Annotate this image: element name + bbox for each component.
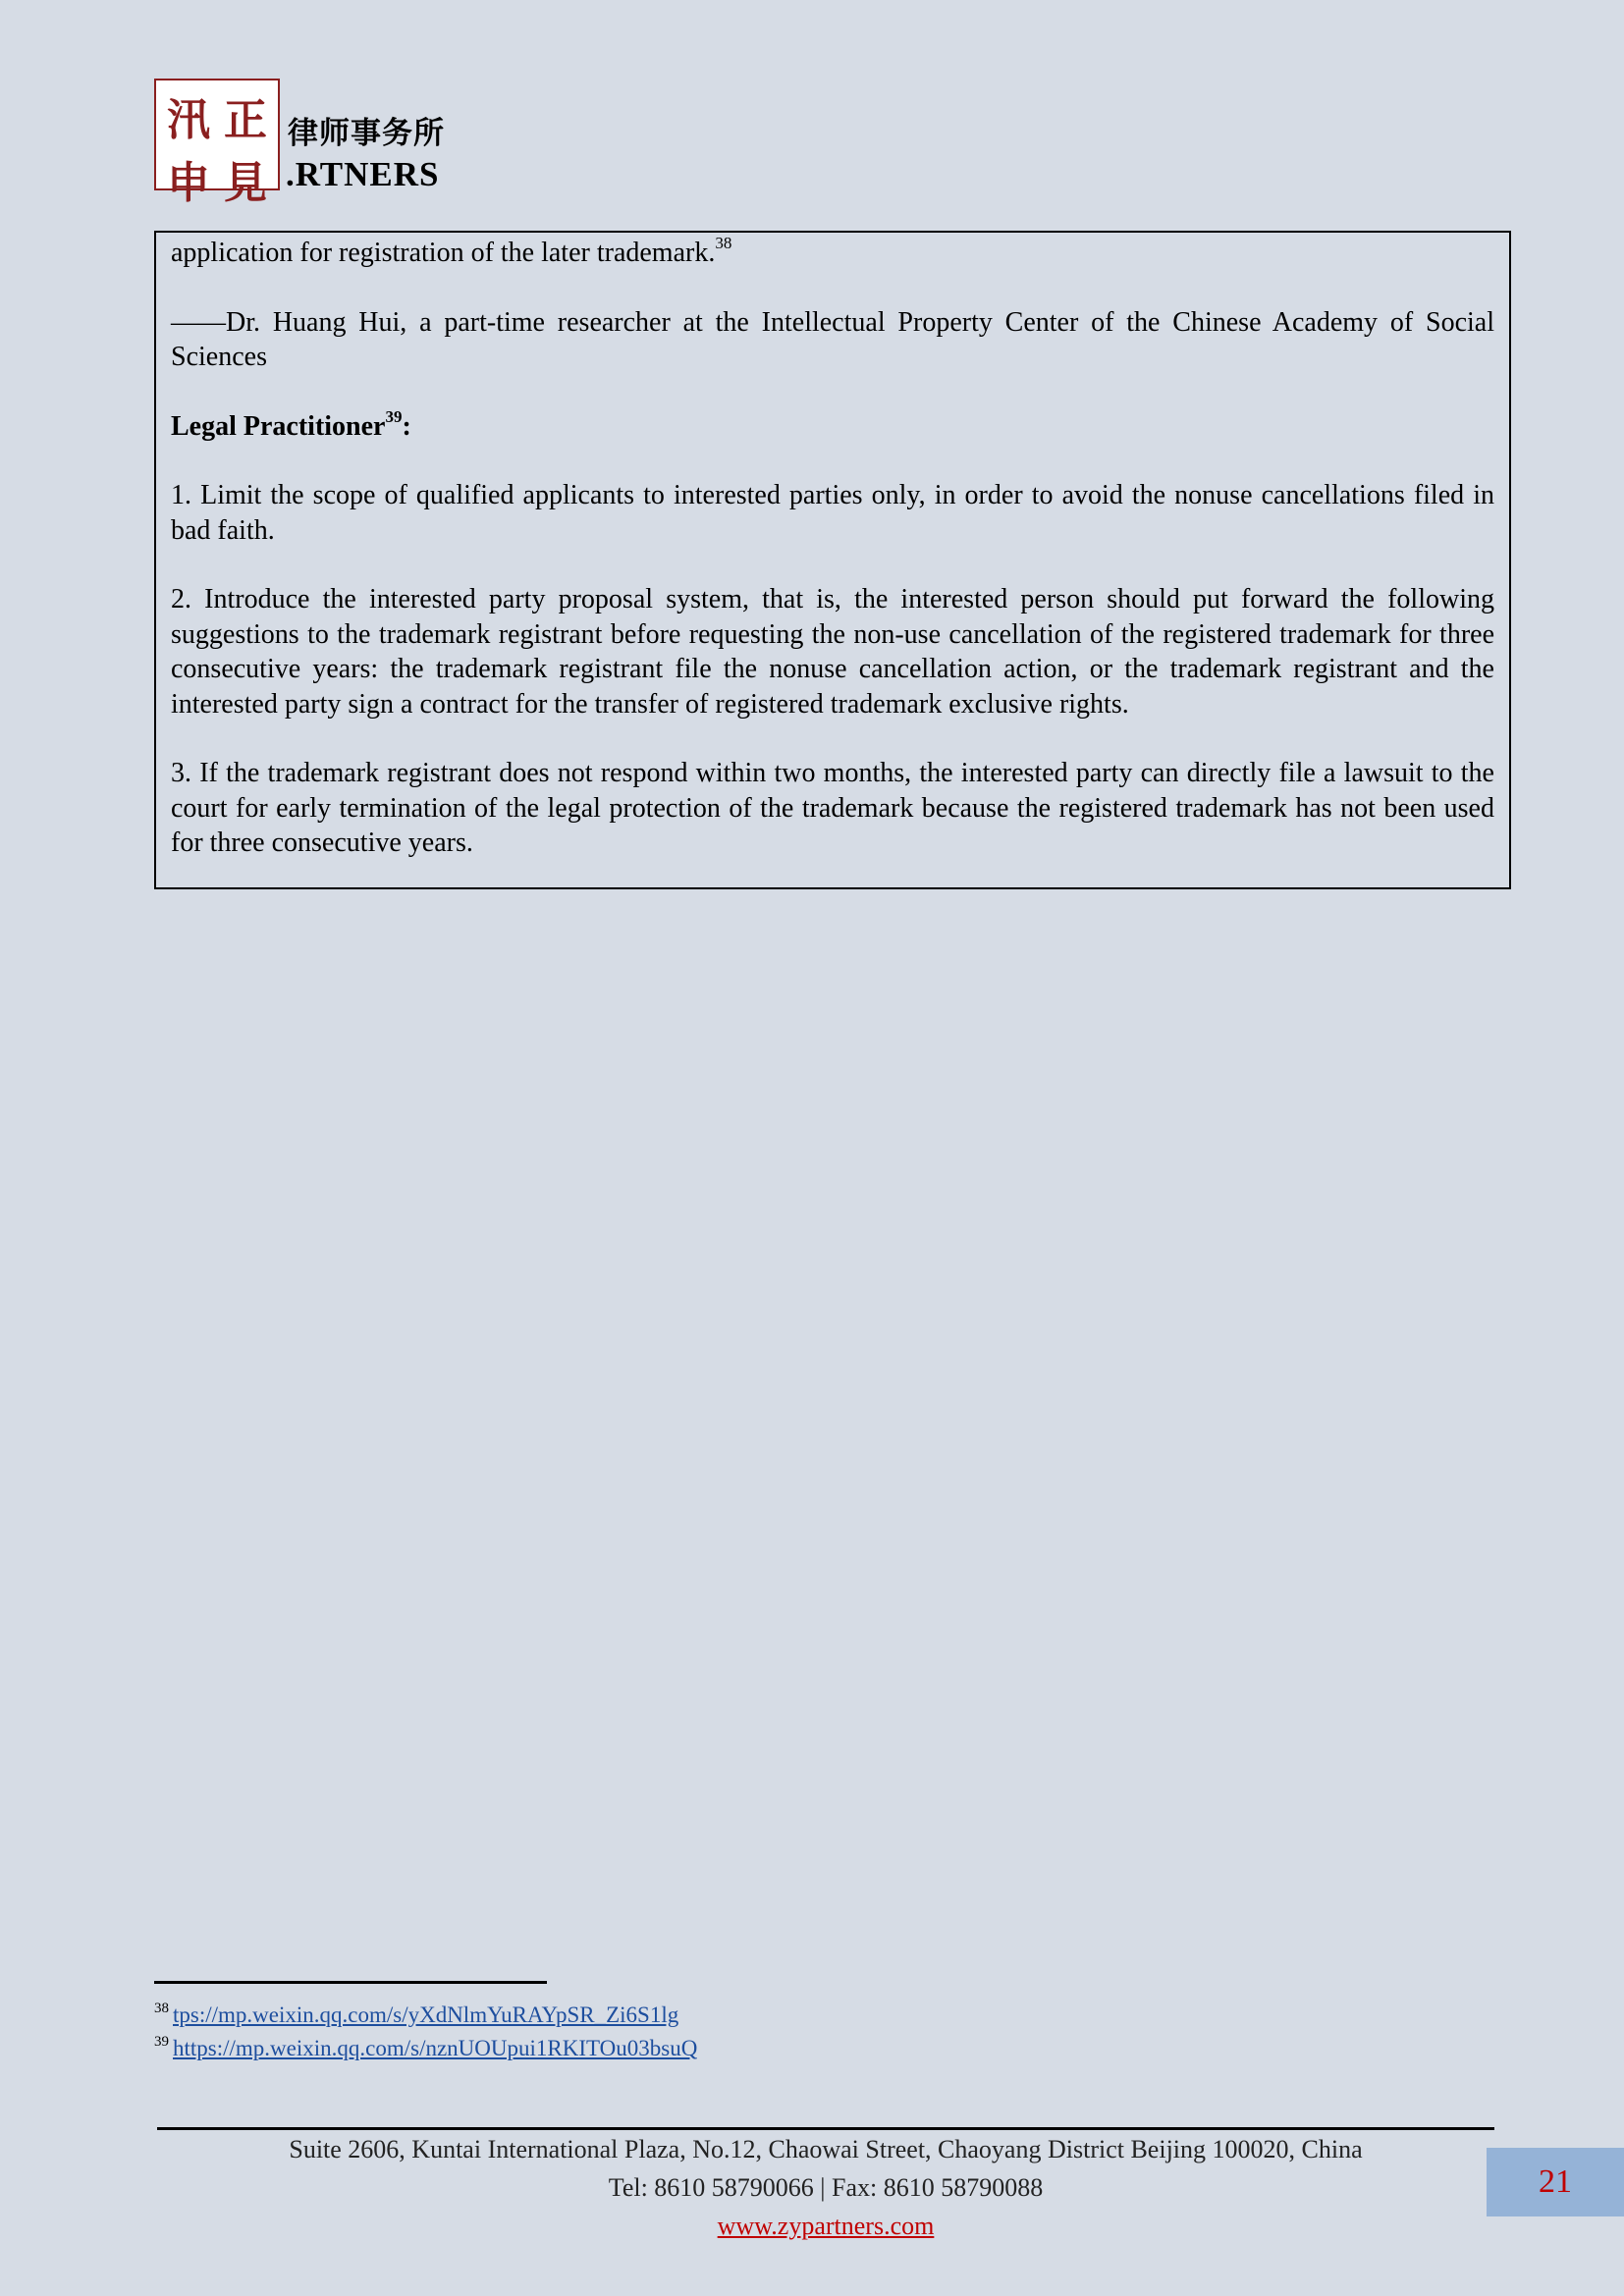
firm-name-english: .RTNERS: [286, 155, 440, 193]
heading-suffix: :: [402, 410, 411, 442]
footnotes: [154, 1999, 697, 2065]
heading-text: Legal Practitioner: [171, 410, 386, 442]
footer-contact: Tel: 8610 58790066 | Fax: 8610 58790088: [608, 2173, 1044, 2202]
footnote-link[interactable]: https://mp.weixin.qq.com/s/nznUOUpui1RKITOu03bsuQ: [173, 2036, 698, 2060]
paragraph-continuation: [171, 236, 1494, 271]
list-item: 1. Limit the scope of qualified applicants to interested parties only, in order to avoid the nonuse cancellations filed in bad faith.: [171, 480, 1494, 546]
list-item: 3. If the trademark registrant does not respond within two months, the interested party can directly file a lawsuit to the court for early termination of the legal protection of the trademark because the registered trademark has not been used for three consecutive years.: [171, 758, 1494, 858]
footnote-39: [154, 2032, 697, 2065]
page-number: 21: [1487, 2148, 1624, 2216]
seal-glyph: 正: [224, 95, 267, 145]
quote-box: [154, 231, 1511, 889]
footnote-ref-39[interactable]: 39: [385, 406, 403, 426]
footnote-ref-38[interactable]: 38: [715, 234, 732, 252]
seal-glyph: 汛: [167, 95, 210, 145]
page-footer: [157, 2130, 1494, 2245]
seal-glyph: 申: [167, 158, 210, 208]
attribution: ——Dr. Huang Hui, a part-time researcher at the Intellectual Property Center of the Chinese Academy of Social Sciences: [171, 306, 1494, 372]
footnote-38: [154, 1999, 697, 2032]
seal-glyph: 見: [224, 158, 267, 208]
paragraph-text: application for registration of the later trademark.: [171, 238, 716, 268]
footnote-number: 38: [154, 2001, 169, 2016]
list-item: 2. Introduce the interested party proposal system, that is, the interested person should put forward the following suggestions to the trademark registrant before requesting the non-use cancellation of the registered trademark for three consecutive years: the trademark registrant file the nonuse cancellation action, or the trademark registrant and the interested party sign a contract for the transfer of registered trademark exclusive rights.: [171, 584, 1494, 720]
footnote-link[interactable]: tps://mp.weixin.qq.com/s/yXdNlmYuRAYpSR_Zi6S1lg: [173, 2002, 679, 2027]
firm-seal-logo: [154, 79, 280, 208]
footnote-separator: [154, 1981, 547, 1984]
website-link[interactable]: www.zypartners.com: [717, 2212, 935, 2240]
footnote-number: 39: [154, 2034, 169, 2050]
firm-name-chinese: 律师事务所: [288, 116, 445, 151]
footer-address: Suite 2606, Kuntai International Plaza, No.12, Chaowai Street, Chaoyang District Beijing 100020, China: [289, 2135, 1363, 2163]
section-heading: [171, 406, 1494, 445]
